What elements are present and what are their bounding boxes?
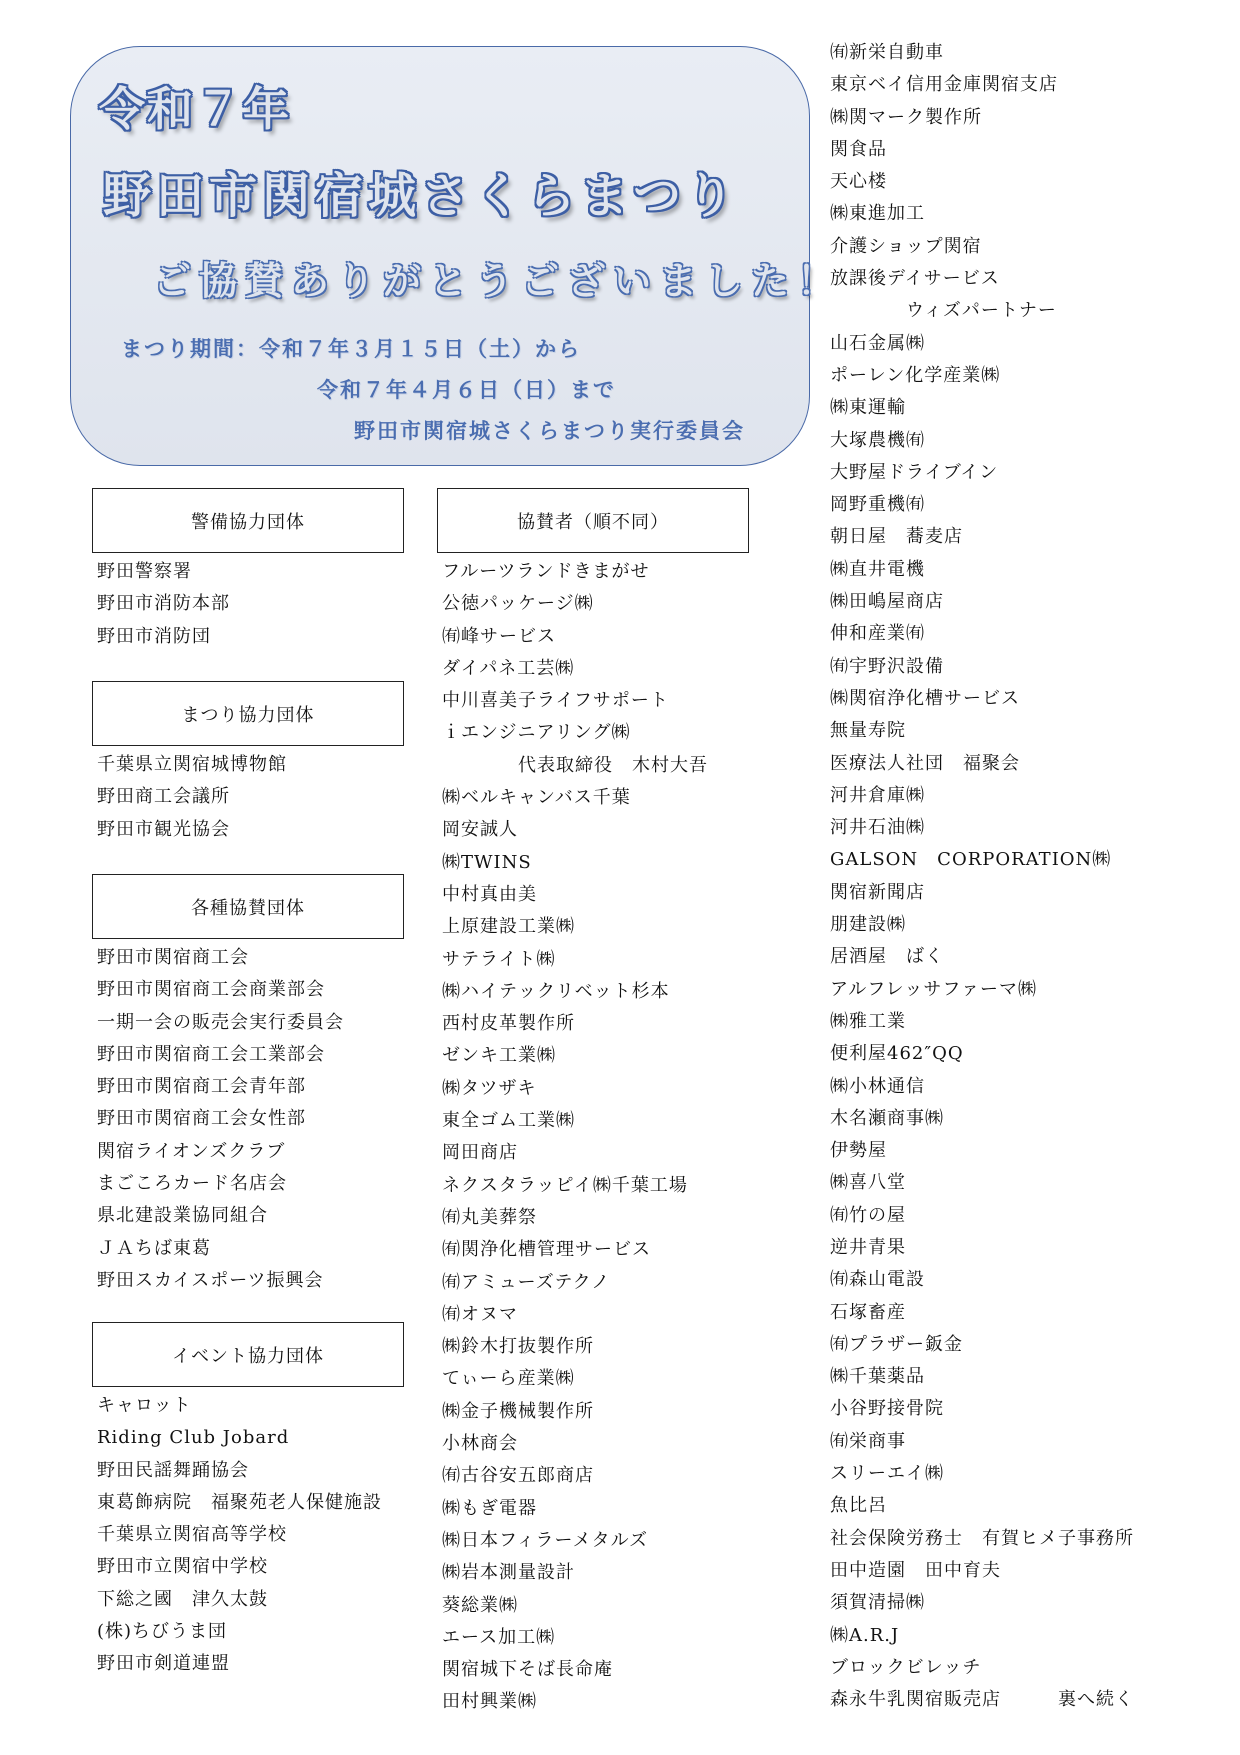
list-item: ㈱ハイテックリベット杉本 [442, 980, 670, 1002]
list-item: ㈱千葉薬品 [830, 1366, 925, 1388]
list-item: 千葉県立関宿城博物館 [97, 754, 287, 775]
list-item: ｉエンジニアリング㈱ [442, 722, 631, 744]
list-item: 野田市消防団 [97, 625, 211, 647]
list-item: 大野屋ドライブイン [830, 461, 999, 483]
list-item: 須賀清掃㈱ [830, 1592, 925, 1614]
list-item: ㈱東進加工 [830, 203, 925, 225]
security-heading: 警備協力団体 [92, 488, 404, 553]
list-item: 公徳パッケージ㈱ [442, 593, 594, 615]
list-item: 葵総業㈱ [442, 1594, 518, 1616]
list-item: ㈱ベルキャンバス千葉 [442, 787, 631, 809]
event-list [97, 1390, 382, 1681]
committee-name: 野田市関宿城さくらまつり実行委員会 [354, 418, 745, 443]
list-item: ネクスタラッピイ㈱千葉工場 [442, 1174, 688, 1196]
banner-title: 野田市関宿城さくらまつり [103, 168, 740, 224]
list-item: 医療法人社団 福聚会 [830, 752, 1020, 774]
list-item: てぃーら産業㈱ [442, 1368, 575, 1390]
banner-thanks: ご協賛ありがとうございました！ [153, 258, 844, 303]
list-item: ㈱岩本測量設計 [442, 1562, 575, 1584]
list-item: ㈱タツザキ [442, 1077, 537, 1099]
list-item: 野田市立関宿中学校 [97, 1556, 268, 1578]
list-item: ㈱関マーク製作所 [830, 106, 982, 128]
list-item: 野田市関宿商工会工業部会 [97, 1043, 325, 1065]
list-item: ＪＡちば東葛 [97, 1237, 211, 1259]
list-item: 野田商工会議所 [97, 786, 230, 808]
list-item: 無量寿院 [830, 720, 906, 742]
list-item: ㈱喜八堂 [830, 1172, 906, 1194]
list-item: ㈲宇野沢設備 [830, 655, 944, 677]
list-item: ポーレン化学産業㈱ [830, 364, 1001, 386]
list-item: 関宿城下そば長命庵 [442, 1659, 613, 1681]
banner-year: 令和７年 [99, 82, 291, 136]
list-item: 小谷野接骨院 [830, 1398, 944, 1420]
list-item: 野田市関宿商工会女性部 [97, 1108, 306, 1130]
list-item: 岡安誠人 [442, 819, 518, 841]
list-item: ゼンキ工業㈱ [442, 1045, 556, 1067]
list-item: 山石金属㈱ [830, 332, 925, 354]
list-item: ㈲栄商事 [830, 1430, 906, 1452]
list-item: スリーエイ㈱ [830, 1463, 944, 1485]
list-item: ㈱A.R.J [830, 1624, 900, 1646]
list-item: ㈲アミューズテクノ [442, 1271, 611, 1293]
list-item: 野田スカイスポーツ振興会 [97, 1269, 324, 1291]
list-item: 河井倉庫㈱ [830, 784, 925, 806]
list-item: 田村興業㈱ [442, 1691, 537, 1713]
list-item: ㈱関宿浄化槽サービス [830, 687, 1020, 709]
list-item: サテライト㈱ [442, 948, 556, 970]
list-item: 一期一会の販売会実行委員会 [97, 1011, 344, 1033]
groups-heading: 各種協賛団体 [92, 874, 404, 939]
groups-list [97, 942, 344, 1297]
list-item: エース加工㈱ [442, 1626, 556, 1648]
list-item: 伊勢屋 [830, 1140, 887, 1162]
sponsors-list-col2 [442, 556, 708, 1719]
list-item: ダイパネ工芸㈱ [442, 657, 575, 679]
list-item: 野田市関宿商工会 [97, 947, 249, 968]
banner [70, 46, 844, 466]
list-item: フルーツランドきまがせ [442, 561, 650, 582]
list-item: 千葉県立関宿高等学校 [97, 1524, 287, 1546]
list-item: ㈱もぎ電器 [442, 1497, 537, 1519]
list-item: 野田市消防本部 [97, 593, 230, 615]
list-item: 岡野重機㈲ [830, 494, 925, 516]
list-item: 放課後デイサービス [830, 268, 1000, 290]
list-item: キャロット [97, 1395, 192, 1416]
list-item: 野田市関宿商工会青年部 [97, 1076, 306, 1098]
list-item: (株)ちびうま団 [97, 1621, 228, 1643]
list-item: 野田市関宿商工会商業部会 [97, 979, 325, 1001]
list-item: 中川喜美子ライフサポート [442, 690, 669, 712]
festival-heading: まつり協力団体 [92, 681, 404, 746]
list-item: ㈱金子機械製作所 [442, 1400, 594, 1422]
list-item: 下総之國 津久太鼓 [97, 1588, 268, 1610]
list-item: ㈲丸美葬祭 [442, 1206, 537, 1228]
list-item: ㈱鈴木打抜製作所 [442, 1336, 594, 1358]
list-item: ㈱日本フィラーメタルズ [442, 1529, 649, 1551]
list-item: ㈲オヌマ [442, 1303, 518, 1325]
list-item: 東葛飾病院 福聚苑老人保健施設 [97, 1491, 382, 1513]
list-item: 小林商会 [442, 1433, 518, 1455]
list-item: 東京ベイ信用金庫関宿支店 [830, 74, 1058, 96]
list-item: ㈱小林通信 [830, 1075, 925, 1097]
list-item: 大塚農機㈲ [830, 429, 925, 451]
list-item: ㈲竹の屋 [830, 1204, 906, 1226]
list-item: 野田警察署 [97, 561, 192, 582]
list-item: 野田市剣道連盟 [97, 1653, 230, 1675]
list-item: 中村真由美 [442, 883, 537, 905]
list-item: 木名瀬商事㈱ [830, 1107, 944, 1129]
list-item: ㈱直井電機 [830, 558, 925, 580]
list-item: 伸和産業㈲ [830, 623, 925, 645]
list-item: まごころカード名店会 [97, 1173, 287, 1195]
list-item: 田中造園 田中育夫 [830, 1559, 1001, 1581]
list-item: ㈲峰サービス [442, 625, 556, 647]
list-item: ㈲新栄自動車 [830, 42, 944, 63]
list-item: 魚比呂 [830, 1495, 887, 1517]
list-item: ㈲古谷安五郎商店 [442, 1465, 594, 1487]
list-item: 代表取締役 木村大吾 [442, 754, 708, 776]
list-item: ㈲関浄化槽管理サービス [442, 1239, 651, 1261]
list-item: 介護ショップ関宿 [830, 235, 982, 257]
list-item: 県北建設業協同組合 [97, 1205, 268, 1227]
list-item: 天心楼 [830, 171, 887, 193]
list-item: 関宿ライオンズクラブ [97, 1140, 286, 1162]
list-item: 上原建設工業㈱ [442, 916, 575, 938]
festival-period-start: まつり期間：令和７年３月１５日（土）から [121, 336, 581, 361]
list-item: 野田民謡舞踊協会 [97, 1459, 249, 1481]
list-item: 西村皮革製作所 [442, 1013, 575, 1035]
list-item: 関宿新聞店 [830, 881, 925, 903]
list-item: 河井石油㈱ [830, 817, 925, 839]
list-item: 便利屋462″QQ [830, 1043, 964, 1065]
festival-list [97, 749, 287, 846]
festival-period-end: 令和７年４月６日（日）まで [317, 377, 616, 402]
list-item: ㈱雅工業 [830, 1010, 906, 1032]
list-item: 朝日屋 蕎麦店 [830, 526, 963, 548]
list-item: 森永牛乳関宿販売店 裏へ続く [830, 1689, 1134, 1711]
list-item: ㈲森山電設 [830, 1269, 925, 1291]
list-item: アルフレッサファーマ㈱ [830, 978, 1038, 1000]
list-item: 朋建設㈱ [830, 914, 906, 936]
list-item: ㈱東運輸 [830, 397, 906, 419]
list-item: 野田市観光協会 [97, 818, 230, 840]
security-list [97, 556, 230, 653]
list-item: 岡田商店 [442, 1142, 518, 1164]
list-item: ㈱田嶋屋商店 [830, 591, 944, 613]
event-heading: イベント協力団体 [92, 1322, 404, 1387]
list-item: Riding Club Jobard [97, 1427, 290, 1449]
sponsors-heading: 協賛者（順不同） [437, 488, 749, 553]
list-item: GALSON CORPORATION㈱ [830, 849, 1112, 871]
list-item: 東全ゴム工業㈱ [442, 1110, 575, 1132]
list-item: 社会保険労務士 有賀ヒメ子事務所 [830, 1527, 1134, 1549]
list-item: ㈲プラザー鈑金 [830, 1333, 963, 1355]
list-item: 居酒屋 ばく [830, 946, 944, 968]
list-item: ㈱TWINS [442, 851, 532, 873]
list-item: 石塚畜産 [830, 1301, 906, 1323]
list-item: 関食品 [830, 138, 887, 160]
list-item: 逆井青果 [830, 1236, 906, 1258]
list-item: ウィズパートナー [830, 300, 1057, 322]
sponsors-list-col3 [830, 37, 1134, 1716]
list-item: ブロックビレッチ [830, 1656, 982, 1678]
